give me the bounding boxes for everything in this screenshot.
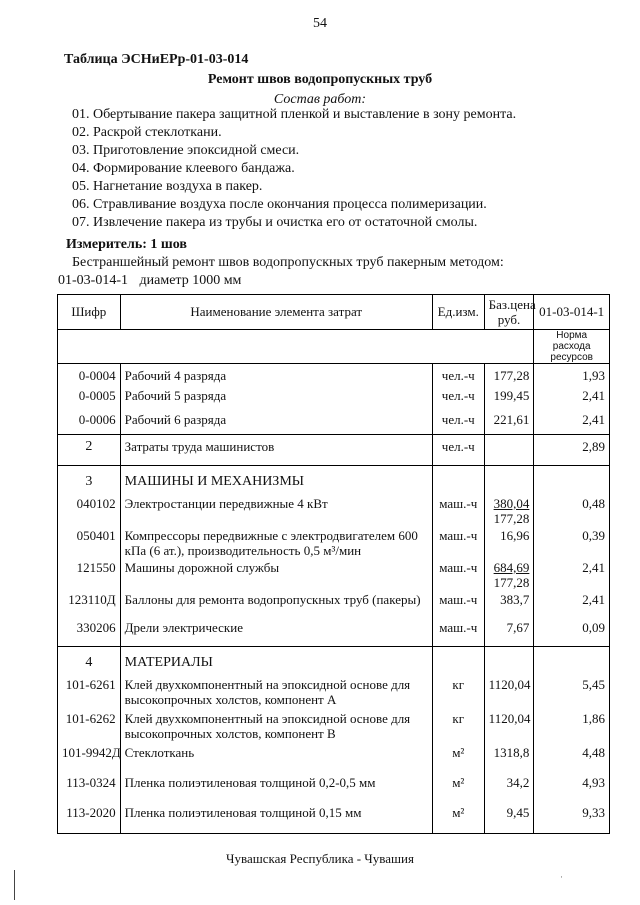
header-norm-code: 01-03-014-1 (534, 295, 610, 330)
row-name: Клей двухкомпонентный на эпоксидной основе для высокопрочных холстов, компонент А (120, 677, 432, 711)
header-name: Наименование элемента затрат (120, 295, 432, 330)
header-code: Шифр (58, 295, 121, 330)
section-row-operators (58, 435, 610, 466)
method-description: Бестраншейный ремонт швов водопропускных труб пакерным методом: (72, 255, 504, 270)
row-name: Стеклоткань (120, 745, 432, 775)
row-name: Компрессоры передвижные с электродвигателем 600 кПа (6 ат.), производительность 0,5 м³/мин (120, 528, 432, 560)
work-step: 05. Нагнетание воздуха в пакер. (72, 179, 263, 194)
row-price: 383,7 (484, 592, 534, 620)
table-row (58, 711, 610, 745)
table-code: Таблица ЭСНиЕРр-01-03-014 (64, 52, 249, 67)
work-composition-heading: Состав работ: (273, 92, 367, 107)
row-code: 113-0324 (58, 775, 121, 805)
row-code: 101-9942Д (58, 745, 121, 775)
row-norm: 0,48 (534, 496, 610, 528)
norm-label: Норма расхода ресурсов (534, 330, 610, 364)
header-base-price (484, 295, 534, 330)
row-name: Машины дорожной службы (120, 560, 432, 592)
row-unit: маш.-ч (432, 592, 484, 620)
page-footer: Чувашская Республика - Чувашия (226, 851, 414, 866)
table-row (58, 388, 610, 412)
table-header-row (58, 295, 610, 330)
row-unit: м² (432, 775, 484, 805)
work-step: 04. Формирование клеевого бандажа. (72, 161, 295, 176)
blank-cell (432, 647, 484, 678)
blank-cell (534, 647, 610, 678)
row-price: 16,96 (484, 528, 534, 560)
table-row (58, 592, 610, 620)
price-value-secondary: 177,28 (493, 511, 530, 526)
row-name: Баллоны для ремонта водопропускных труб (пакеры) (120, 592, 432, 620)
row-price: 1120,04 (484, 677, 534, 711)
measure-unit: Измеритель: 1 шов (66, 237, 187, 252)
row-code: 123110Д (58, 592, 121, 620)
position-description: диаметр 1000 мм (139, 273, 242, 288)
work-step: 07. Извлечение пакера из трубы и очистка его от остаточной смолы. (72, 215, 478, 230)
row-price: 177,28 (484, 364, 534, 389)
row-norm: 1,93 (534, 364, 610, 389)
row-unit: маш.-ч (432, 560, 484, 592)
section-title: МАТЕРИАЛЫ (120, 647, 432, 678)
row-code: 101-6262 (58, 711, 121, 745)
row-name: Рабочий 6 разряда (120, 412, 432, 435)
row-norm: 0,39 (534, 528, 610, 560)
work-step: 02. Раскрой стеклоткани. (72, 125, 222, 140)
row-name: Пленка полиэтиленовая толщиной 0,2-0,5 мм (120, 775, 432, 805)
row-name: Дрели электрические (120, 620, 432, 647)
row-code: 0-0006 (58, 412, 121, 435)
blank-cell (484, 466, 534, 497)
blank-cell (432, 466, 484, 497)
row-price (484, 560, 534, 592)
section-header-materials (58, 647, 610, 678)
row-price: 7,67 (484, 620, 534, 647)
section-unit: чел.-ч (432, 435, 484, 466)
row-norm: 5,45 (534, 677, 610, 711)
table-row (58, 560, 610, 592)
row-code: 330206 (58, 620, 121, 647)
section-name: Затраты труда машинистов (120, 435, 432, 466)
table-row (58, 775, 610, 805)
row-unit: чел.-ч (432, 364, 484, 389)
row-norm: 9,33 (534, 805, 610, 834)
blank-cell (534, 466, 610, 497)
table-row (58, 620, 610, 647)
section-norm: 2,89 (534, 435, 610, 466)
row-price (484, 496, 534, 528)
row-code: 0-0004 (58, 364, 121, 389)
row-norm: 2,41 (534, 412, 610, 435)
row-norm: 2,41 (534, 560, 610, 592)
table-row (58, 364, 610, 389)
blank-cell (484, 647, 534, 678)
row-price: 199,45 (484, 388, 534, 412)
section-code: 4 (58, 647, 121, 678)
row-name: Электростанции передвижные 4 кВт (120, 496, 432, 528)
header-price-line2: руб. (497, 312, 521, 327)
row-code: 040102 (58, 496, 121, 528)
blank-cell (120, 330, 534, 364)
row-norm: 2,41 (534, 592, 610, 620)
header-price-line1: Баз.цена (488, 297, 536, 312)
row-code: 121550 (58, 560, 121, 592)
row-name: Пленка полиэтиленовая толщиной 0,15 мм (120, 805, 432, 834)
section-title: МАШИНЫ И МЕХАНИЗМЫ (120, 466, 432, 497)
row-code: 0-0005 (58, 388, 121, 412)
row-code: 101-6261 (58, 677, 121, 711)
work-step: 03. Приготовление эпоксидной смеси. (72, 143, 300, 158)
row-price: 1318,8 (484, 745, 534, 775)
row-unit: кг (432, 677, 484, 711)
table-row (58, 677, 610, 711)
row-norm: 1,86 (534, 711, 610, 745)
norm-label-row (58, 330, 610, 364)
row-unit: м² (432, 745, 484, 775)
row-unit: чел.-ч (432, 412, 484, 435)
blank-cell (484, 435, 534, 466)
row-name: Рабочий 5 разряда (120, 388, 432, 412)
row-unit: м² (432, 805, 484, 834)
page-number: 54 (313, 16, 327, 31)
table-row (58, 805, 610, 834)
row-code: 050401 (58, 528, 121, 560)
table-row (58, 745, 610, 775)
row-name: Рабочий 4 разряда (120, 364, 432, 389)
row-norm: 0,09 (534, 620, 610, 647)
row-unit: маш.-ч (432, 620, 484, 647)
position-code: 01-03-014-1 (58, 273, 128, 288)
table-row (58, 412, 610, 435)
header-unit: Ед.изм. (432, 295, 484, 330)
row-unit: маш.-ч (432, 496, 484, 528)
row-price: 9,45 (484, 805, 534, 834)
price-value: 380,04 (493, 496, 530, 511)
row-price: 221,61 (484, 412, 534, 435)
row-name: Клей двухкомпонентный на эпоксидной основе для высокопрочных холстов, компонент В (120, 711, 432, 745)
section-code: 3 (58, 466, 121, 497)
row-norm: 4,48 (534, 745, 610, 775)
resource-table (57, 294, 610, 834)
work-step: 01. Обертывание пакера защитной пленкой и выставление в зону ремонта. (72, 107, 517, 122)
row-norm: 4,93 (534, 775, 610, 805)
blank-cell (58, 330, 121, 364)
price-value: 684,69 (493, 560, 530, 575)
row-unit: чел.-ч (432, 388, 484, 412)
row-norm: 2,41 (534, 388, 610, 412)
section-code: 2 (58, 435, 121, 466)
row-unit: маш.-ч (432, 528, 484, 560)
row-price: 34,2 (484, 775, 534, 805)
section-header-machines (58, 466, 610, 497)
table-title: Ремонт швов водопропускных труб (207, 72, 433, 87)
row-code: 113-2020 (58, 805, 121, 834)
position-line (58, 273, 241, 289)
row-price: 1120,04 (484, 711, 534, 745)
margin-line (14, 870, 15, 900)
price-value-secondary: 177,28 (493, 575, 530, 590)
table-row (58, 528, 610, 560)
row-unit: кг (432, 711, 484, 745)
corner-mark: · (560, 872, 563, 882)
table-row (58, 496, 610, 528)
work-step: 06. Стравливание воздуха после окончания процесса полимеризации. (72, 197, 487, 212)
